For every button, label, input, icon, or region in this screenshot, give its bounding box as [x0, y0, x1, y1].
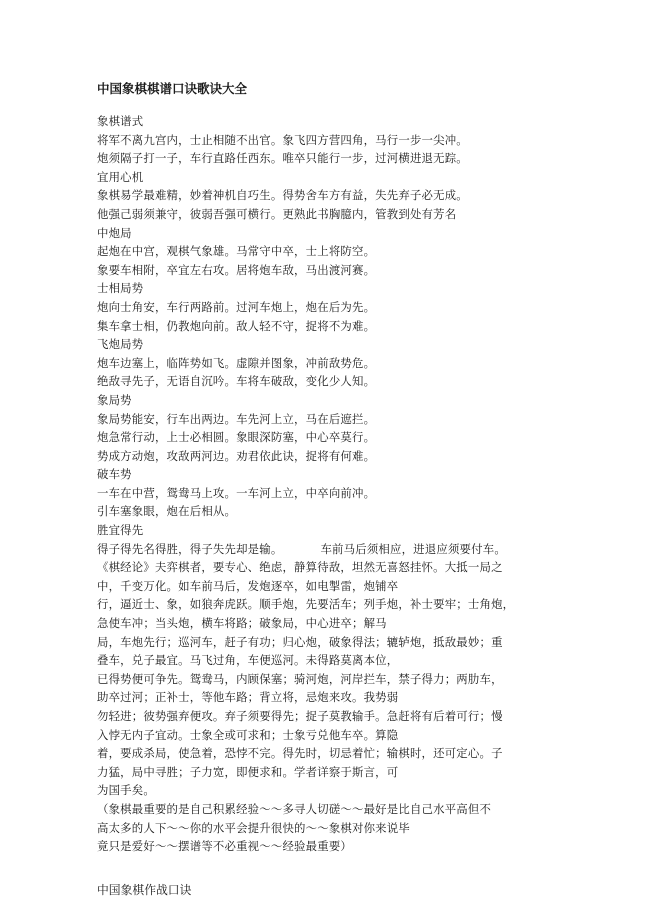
section-heading: 象局势 — [97, 392, 132, 407]
text-line: 炮车边塞上，临阵势如飞。虚隙并图象，冲前敌势危。 — [97, 355, 376, 370]
text-line: 引车塞象眼，炮在后相从。 — [97, 504, 237, 519]
text-line: 着，要成杀局，使急着，恐悖不完。得先时，切忌着忙；输棋时，还可定心。子 — [97, 746, 503, 761]
text-line: 一车在中营，鸳鸯马上攻。一车河上立，中卒向前冲。 — [97, 485, 376, 500]
text-line: 象局势能安，行车出两边。车先河上立，马在后遮拦。 — [97, 411, 376, 426]
text-line: 象要车相附，卒宜左右攻。居将炮车敌，马出渡河赛。 — [97, 262, 376, 277]
text-line: （象棋最重要的是自己积累经验～～多寻人切磋～～最好是比自己水平高但不 — [97, 801, 492, 816]
text-line: 炮向士角安，车行两路前。过河车炮上，炮在后为先。 — [97, 299, 376, 314]
text-line: 力猛，局中寻胜；子力宽，即便求和。学者详察于斯言，可 — [97, 764, 399, 779]
document-body — [97, 112, 610, 856]
text-line: 中，千变万化。如车前马后，发炮逐卒，如电掣雷，炮铺卒 — [97, 578, 399, 593]
section-heading: 宜用心机 — [97, 169, 144, 184]
text-line: 入悖无内子宜动。士象全或可求和；士象亏兑他车卒。算隐 — [97, 727, 399, 742]
text-segment: 车前马后须相应，进退应须要付车。 — [320, 541, 506, 556]
section-heading: 士相局势 — [97, 281, 144, 296]
text-line: 势成方动炮，攻敌两河边。劝君依此诀，捉将有何难。 — [97, 448, 376, 463]
section-heading: 胜宜得先 — [97, 523, 144, 538]
text-segment: 得子得先名得胜，得子失先却是输。 — [97, 541, 283, 556]
text-line: 为国手矣。 — [97, 783, 155, 798]
text-line: 高太多的人下～～你的水平会提升很快的～～象棋对你来说毕 — [97, 820, 410, 835]
document-title: 中国象棋棋谱口诀歌诀大全 — [97, 81, 248, 96]
text-line: 绝敌寻先子，无语自沉吟。车将车破敌，变化少人知。 — [97, 374, 376, 389]
text-line — [97, 540, 610, 559]
text-line: 已得势便可争先。鸳鸯马，内顾保塞；骑河炮，河岸拦车，禁子得力；两肋车， — [97, 671, 503, 686]
section-heading: 破车势 — [97, 467, 132, 482]
text-line: 局，车炮先行；巡河车，赶子有功；归心炮，破象得法；辘轳炮，抵敌最妙；重 — [97, 634, 503, 649]
text-line: 竟只是爱好～～摆谱等不必重视～～经验最重要） — [97, 839, 352, 854]
text-line: 将军不离九宫内，士止相随不出官。象飞四方营四角，马行一步一尖冲。 — [97, 132, 468, 147]
section-heading: 飞炮局势 — [97, 337, 144, 352]
text-line: 集车拿士相，仍教炮向前。敌人轻不守，捉将不为难。 — [97, 318, 376, 333]
section-heading: 象棋谱式 — [97, 114, 144, 128]
text-line: 急使车冲；当头炮，横车将路；破象局，中心进卒；解马 — [97, 616, 387, 631]
text-line: 炮急常行动，上士必相圆。象眼深防塞，中心卒莫行。 — [97, 430, 376, 445]
text-line: 行，逼近士、象，如狼奔虎跃。顺手炮，先要活车；列手炮，补士要牢；士角炮， — [97, 597, 515, 612]
text-line: 象棋易学最难精，妙着神机自巧生。得势舍车方有益，失先弃子必无成。 — [97, 188, 468, 203]
text-line: 勿轻进；彼势强弃便攻。弃子须要得先；捉子莫教输手。急赶将有后着可行；慢 — [97, 709, 503, 723]
text-line: 炮须隔子打一子，车行直路任西东。唯卒只能行一步，过河横进退无踪。 — [97, 151, 468, 166]
section-gap — [97, 856, 610, 874]
text-line: 他强己弱须兼守，彼弱吾强可横行。更熟此书胸臆内，管教到处有芳名 — [97, 206, 457, 221]
text-line: 助卒过河；正补士，等他车路；背立将，忌炮来攻。我势弱 — [97, 690, 399, 705]
text-line: 叠车，兑子最宜。马飞过角，车便巡河。未得路莫离本位， — [97, 653, 399, 668]
text-line: 起炮在中宫，观棋气象雄。马常守中卒，士上将防空。 — [97, 244, 376, 259]
section-heading: 中炮局 — [97, 225, 132, 240]
text-line: 《棋经论》夫弈棋者，要专心、绝虑，静算待敌，坦然无喜怒挂怀。大抵一局之 — [97, 560, 503, 575]
section-title-combat-verses: 中国象棋作战口诀 — [97, 882, 192, 897]
